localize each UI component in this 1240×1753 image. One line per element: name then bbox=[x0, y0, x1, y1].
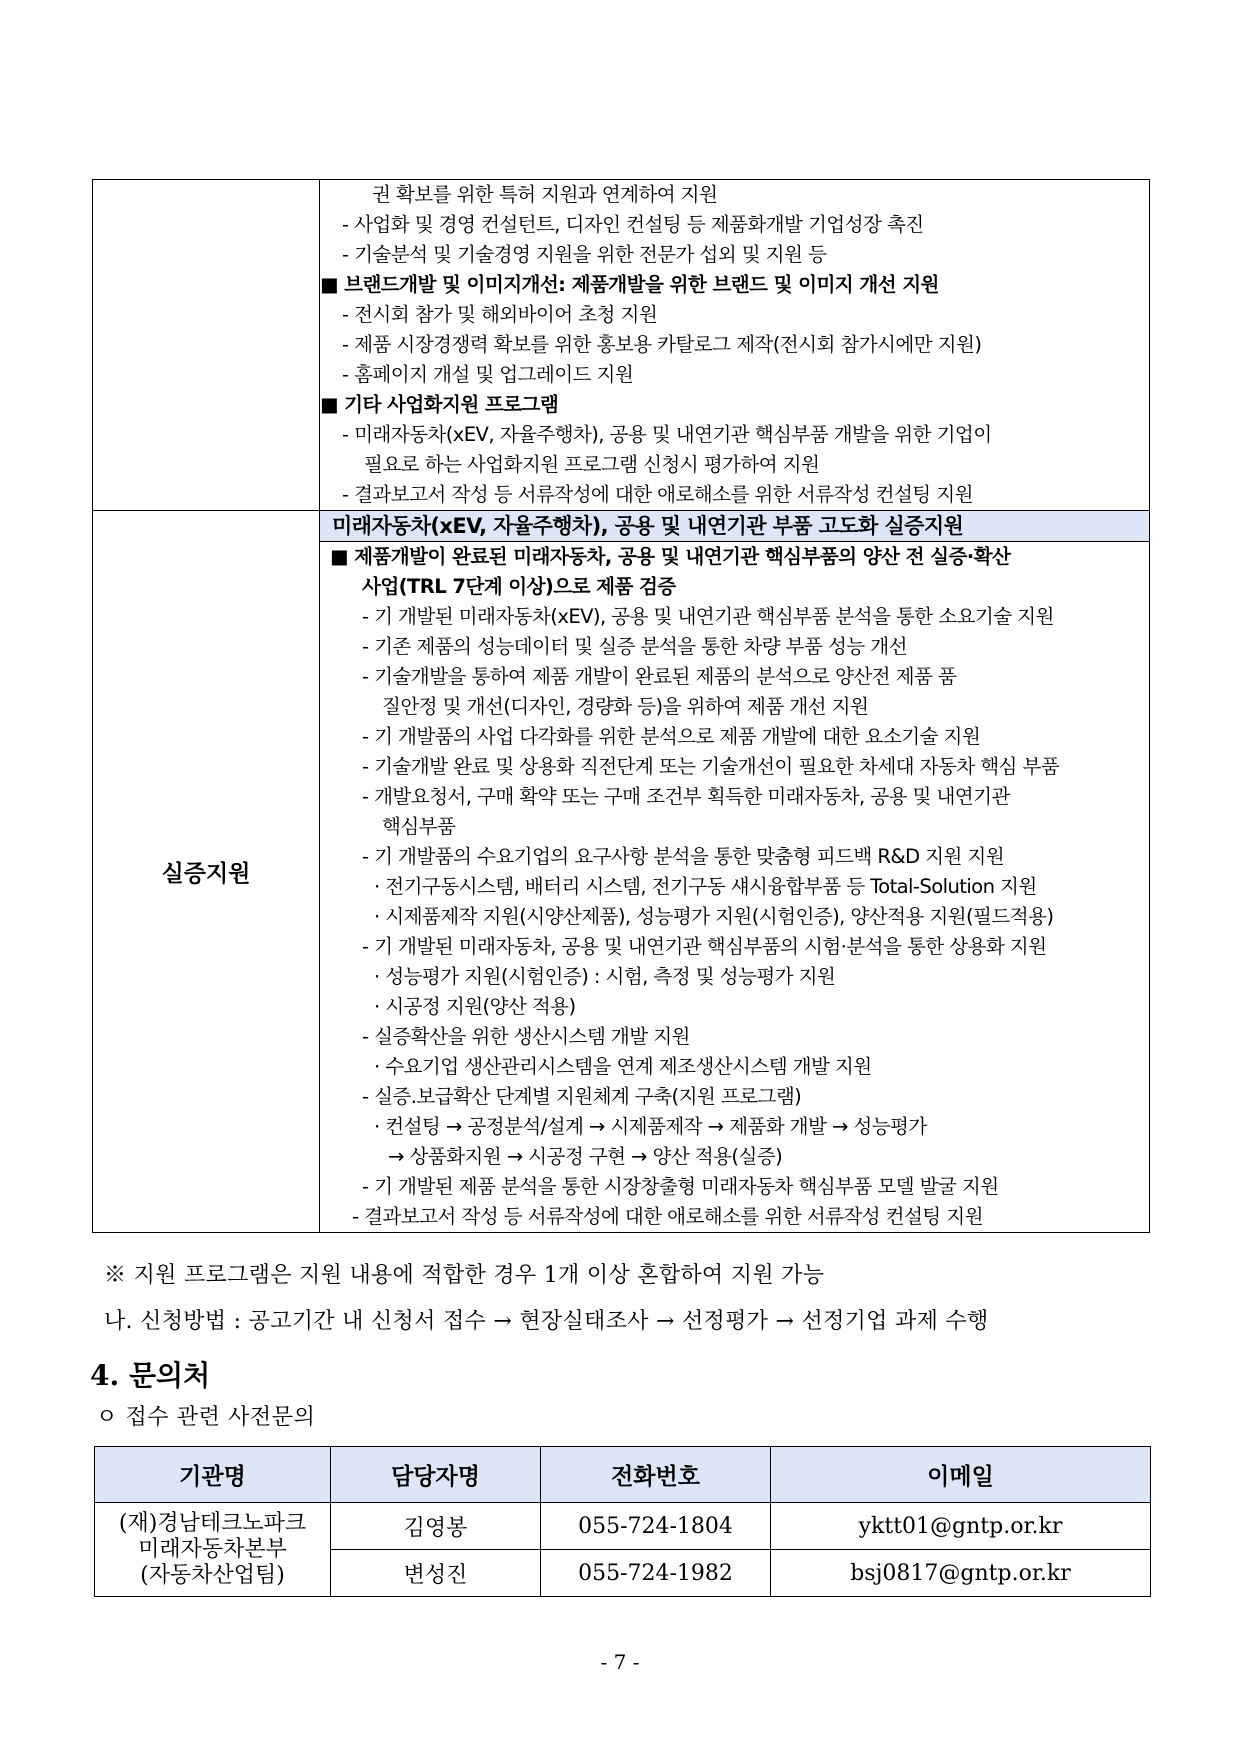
contact-header-row bbox=[95, 1447, 1151, 1503]
support-program-table bbox=[92, 179, 1150, 1233]
email-address[interactable]: yktt01@gntp.or.kr bbox=[771, 1503, 1151, 1550]
program-line: - 결과보고서 작성 등 서류작성에 대한 애로해소를 위한 서류작성 컨설팅 지원 bbox=[342, 483, 973, 506]
org-line: 미래자동차본부 bbox=[138, 1536, 287, 1562]
header-org: 기관명 bbox=[95, 1447, 331, 1503]
program-line: - 실증.보급확산 단계별 지원체계 구축(지원 프로그램) bbox=[362, 1085, 802, 1108]
combination-note: ※ 지원 프로그램은 지원 내용에 적합한 경우 1개 이상 혼합하여 지원 가능 bbox=[104, 1263, 825, 1288]
page-number: - 7 - bbox=[600, 1650, 640, 1674]
program-line: ■ 기타 사업화지원 프로그램 bbox=[320, 393, 559, 416]
program-line: 사업(TRL 7단계 이상)으로 제품 검증 bbox=[362, 575, 676, 598]
program-line: - 사업화 및 경영 컨설턴트, 디자인 컨설팅 등 제품화개발 기업성장 촉진 bbox=[342, 213, 924, 236]
program-line: 필요로 하는 사업화지원 프로그램 신청시 평가하여 지원 bbox=[364, 453, 820, 476]
program-line: - 기술분석 및 기술경영 지원을 위한 전문가 섭외 및 지원 등 bbox=[342, 243, 827, 266]
email-address[interactable]: bsj0817@gntp.or.kr bbox=[771, 1550, 1151, 1597]
header-email: 이메일 bbox=[771, 1447, 1151, 1503]
program-line: ■ 제품개발이 완료된 미래자동차, 공용 및 내연기관 핵심부품의 양산 전 실증·확산 bbox=[330, 545, 1011, 568]
program-line: - 개발요청서, 구매 확약 또는 구매 조건부 획득한 미래자동차, 공용 및 내연기관 bbox=[362, 785, 1010, 808]
pre-inquiry-label: ㅇ 접수 관련 사전문의 bbox=[96, 1405, 316, 1430]
row2-label: 실증지원 bbox=[161, 861, 251, 887]
program-line: → 상품화지원 → 시공정 구현 → 양산 적용(실증) bbox=[388, 1145, 783, 1168]
program-line: - 제품 시장경쟁력 확보를 위한 홍보용 카탈로그 제작(전시회 참가시에만 지원) bbox=[342, 333, 982, 356]
program-line: - 홈페이지 개설 및 업그레이드 지원 bbox=[342, 363, 634, 386]
program-line: · 수요기업 생산관리시스템을 연계 제조생산시스템 개발 지원 bbox=[374, 1055, 872, 1078]
program-line: 권 확보를 위한 특허 지원과 연계하여 지원 bbox=[372, 183, 718, 206]
row1-label-cell bbox=[93, 180, 320, 511]
program-line: - 결과보고서 작성 등 서류작성에 대한 애로해소를 위한 서류작성 컨설팅 지원 bbox=[352, 1205, 983, 1228]
program-line: 핵심부품 bbox=[382, 815, 456, 838]
program-line: - 기존 제품의 성능데이터 및 실증 분석을 통한 차량 부품 성능 개선 bbox=[362, 635, 907, 658]
program-line: · 시제품제작 지원(시양산제품), 성능평가 지원(시험인증), 양산적용 지원(필드적용) bbox=[374, 905, 1054, 928]
program-line: - 기 개발된 미래자동차(xEV), 공용 및 내연기관 핵심부품 분석을 통한 소요기술 지원 bbox=[362, 605, 1054, 628]
phone-number: 055-724-1982 bbox=[541, 1550, 771, 1597]
program-row-commercialization bbox=[93, 180, 1150, 511]
row2-content-body bbox=[320, 542, 1149, 1232]
phone-number: 055-724-1804 bbox=[541, 1503, 771, 1550]
program-line: - 실증확산을 위한 생산시스템 개발 지원 bbox=[362, 1025, 690, 1048]
program-line: · 전기구동시스템, 배터리 시스템, 전기구동 섀시융합부품 등 Total-Solution 지원 bbox=[374, 875, 1037, 898]
program-line: - 기 개발된 미래자동차, 공용 및 내연기관 핵심부품의 시험·분석을 통한 상용화 지원 bbox=[362, 935, 1047, 958]
program-line: - 기술개발을 통하여 제품 개발이 완료된 제품의 분석으로 양산전 제품 품 bbox=[362, 665, 957, 688]
row2-content-cell bbox=[320, 511, 1150, 1233]
program-line: - 기술개발 완료 및 상용화 직전단계 또는 기술개선이 필요한 차세대 자동차 핵심 부품 bbox=[362, 755, 1060, 778]
program-line: · 컨설팅 → 공정분석/설계 → 시제품제작 → 제품화 개발 → 성능평가 bbox=[374, 1115, 927, 1138]
program-line: - 미래자동차(xEV, 자율주행차), 공용 및 내연기관 핵심부품 개발을 위한 기업이 bbox=[342, 423, 992, 446]
program-line: - 기 개발품의 사업 다각화를 위한 분석으로 제품 개발에 대한 요소기술 지원 bbox=[362, 725, 981, 748]
contact-table bbox=[94, 1446, 1151, 1597]
row2-header-band: 미래자동차(xEV, 자율주행차), 공용 및 내연기관 부품 고도화 실증지원 bbox=[320, 511, 1149, 542]
row2-label-cell bbox=[93, 511, 320, 1233]
row1-content-cell bbox=[320, 180, 1150, 511]
section-4-title: 4. 문의처 bbox=[90, 1359, 211, 1392]
manager-name: 김영봉 bbox=[331, 1503, 541, 1550]
program-row-demonstration bbox=[93, 511, 1150, 1233]
header-manager: 담당자명 bbox=[331, 1447, 541, 1503]
manager-name: 변성진 bbox=[331, 1550, 541, 1597]
program-line: ■ 브랜드개발 및 이미지개선: 제품개발을 위한 브랜드 및 이미지 개선 지원 bbox=[320, 273, 939, 296]
application-method: 나. 신청방법 : 공고기간 내 신청서 접수 → 현장실태조사 → 선정평가 → 선정기업 과제 수행 bbox=[104, 1309, 989, 1334]
header-phone: 전화번호 bbox=[541, 1447, 771, 1503]
org-line: (자동차산업팀) bbox=[140, 1562, 285, 1588]
program-line: - 기 개발품의 수요기업의 요구사항 분석을 통한 맞춤형 피드백 R&D 지원 지원 bbox=[362, 845, 1005, 868]
org-name-cell bbox=[95, 1503, 331, 1597]
program-line: · 시공정 지원(양산 적용) bbox=[374, 995, 576, 1018]
program-line: 질안정 및 개선(디자인, 경량화 등)을 위하여 제품 개선 지원 bbox=[382, 695, 869, 718]
org-line: (재)경남테크노파크 bbox=[118, 1510, 307, 1536]
program-line: - 기 개발된 제품 분석을 통한 시장창출형 미래자동차 핵심부품 모델 발굴 지원 bbox=[362, 1175, 999, 1198]
contact-row bbox=[95, 1503, 1151, 1550]
program-line: - 전시회 참가 및 해외바이어 초청 지원 bbox=[342, 303, 658, 326]
program-line: · 성능평가 지원(시험인증) : 시험, 측정 및 성능평가 지원 bbox=[374, 965, 836, 988]
